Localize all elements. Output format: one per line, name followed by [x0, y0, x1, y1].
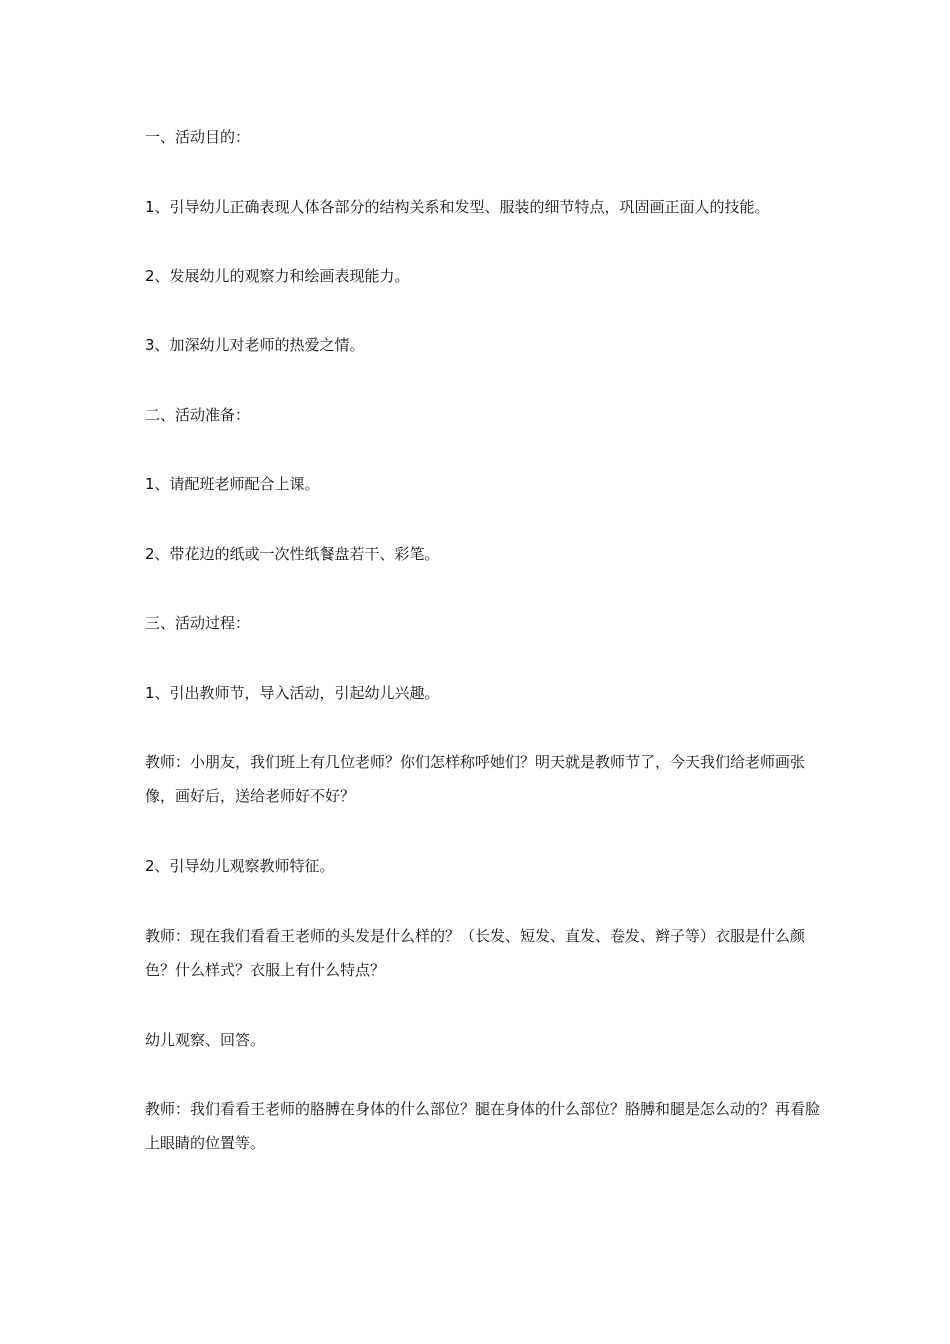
goal-item-3: 3、加深幼儿对老师的热爱之情。: [145, 336, 365, 354]
process-step-2: 2、引导幼儿观察教师特征。: [145, 857, 335, 875]
teacher-dialogue-3: 教师：我们看看王老师的胳膊在身体的什么部位？腿在身体的什么部位？胳膊和腿是怎么动的？再看脸上眼睛的位置等。: [145, 1100, 821, 1152]
preparation-item-2: 2、带花边的纸或一次性纸餐盘若干、彩笔。: [145, 545, 440, 563]
children-response: 幼儿观察、回答。: [145, 1031, 266, 1049]
teacher-dialogue-1: 教师：小朋友，我们班上有几位老师？你们怎样称呼她们？明天就是教师节了，今天我们给老师画张像，画好后，送给老师好不好？: [145, 753, 806, 805]
preparation-item-1: 1、请配班老师配合上课。: [145, 475, 320, 493]
goal-item-2: 2、发展幼儿的观察力和绘画表现能力。: [145, 267, 410, 285]
heading-activity-process: 三、活动过程：: [145, 614, 251, 632]
process-step-1: 1、引出教师节，导入活动，引起幼儿兴趣。: [145, 684, 440, 702]
goal-item-1: 1、引导幼儿正确表现人体各部分的结构关系和发型、服装的细节特点，巩固画正面人的技能。: [145, 198, 770, 216]
heading-activity-preparation: 二、活动准备：: [145, 406, 251, 424]
teacher-dialogue-2: 教师：现在我们看看王老师的头发是什么样的？（长发、短发、直发、卷发、辫子等）衣服是什么颜色？什么样式？衣服上有什么特点？: [145, 927, 806, 979]
heading-activity-goals: 一、活动目的：: [145, 128, 251, 146]
